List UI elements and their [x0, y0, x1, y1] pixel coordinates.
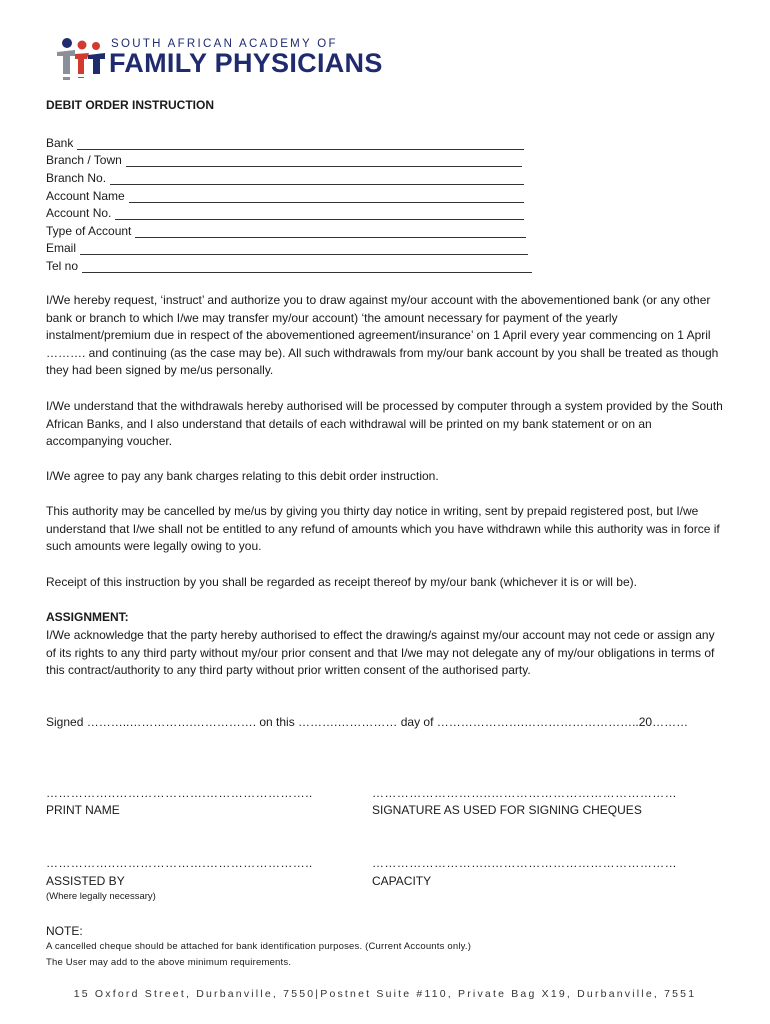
account-name-input-line[interactable]: [129, 191, 524, 203]
email-field[interactable]: [46, 239, 528, 255]
signature-line[interactable]: ………………………..………………………………………: [372, 786, 678, 800]
signed-date-line[interactable]: Signed ………..…………….……………. on this ……….…………… day of ………………….………………………..20………: [46, 715, 689, 729]
logo-org-line1: SOUTH AFRICAN ACADEMY OF: [111, 38, 338, 50]
branch-town-field[interactable]: [46, 151, 522, 167]
authorization-paragraph: I/We hereby request, ‘instruct’ and authorize you to draw against my/our account with the abovementioned bank (or any other bank or branch to which I/we may transfer my/our account) ‘the amount necessary for payment of the yearly instalment/premium due in respect of the abovementioned agreement/insurance’ on 1 April every year commencing on 1 April ………. and continuing (as the case may be). All such withdrawals from my/our bank account by you shall be treated as though they had been signed by me/us personally.: [46, 293, 719, 378]
assisted-by-line[interactable]: ……………..………………….……………………..: [46, 856, 313, 870]
note-line-2: The User may add to the above minimum requirements.: [46, 957, 292, 968]
note-line-1: A cancelled cheque should be attached for bank identification purposes. (Current Accounts only.): [46, 941, 472, 952]
account-no-input-line[interactable]: [115, 208, 524, 220]
assisted-by-note: (Where legally necessary): [46, 891, 156, 902]
account-name-field[interactable]: [46, 187, 524, 203]
receipt-paragraph: Receipt of this instruction by you shall be regarded as receipt thereof by my/our bank (whichever it is or will be).: [46, 575, 637, 589]
branch-town-label: Branch / Town: [46, 153, 122, 167]
assignment-heading: ASSIGNMENT:: [46, 610, 129, 624]
processing-paragraph: I/We understand that the withdrawals hereby authorised will be processed by computer through a system provided by the South African Banks, and I also understand that details of each withdrawal will be printed on my bank statement or on an accompanying voucher.: [46, 399, 723, 449]
note-heading: NOTE:: [46, 924, 83, 938]
email-label: Email: [46, 241, 77, 255]
signature-label: SIGNATURE AS USED FOR SIGNING CHEQUES: [372, 803, 642, 817]
account-no-field[interactable]: [46, 204, 524, 220]
account-type-field[interactable]: [46, 222, 526, 238]
assisted-by-label: ASSISTED BY: [46, 874, 125, 888]
tel-no-field[interactable]: [46, 257, 532, 273]
print-name-line[interactable]: ……………..………………….……………………..: [46, 786, 313, 800]
academy-logo: [55, 34, 435, 84]
bank-field[interactable]: [46, 134, 524, 150]
capacity-line[interactable]: ………………………..………………………………………: [372, 856, 678, 870]
email-input-line[interactable]: [80, 243, 528, 255]
account-no-label: Account No.: [46, 206, 112, 220]
branch-no-field[interactable]: [46, 169, 524, 185]
tel-no-label: Tel no: [46, 259, 79, 273]
branch-town-input-line[interactable]: [126, 155, 522, 167]
branch-no-label: Branch No.: [46, 171, 107, 185]
bank-input-line[interactable]: [77, 138, 524, 150]
print-name-label: PRINT NAME: [46, 803, 120, 817]
assignment-paragraph: I/We acknowledge that the party hereby authorised to effect the drawing/s against my/our account may not cede or assign any of its rights to any third party without my/our prior consent and that I/we may not delegate any of my/our obligations in terms of this contract/authority to any third party without prior written consent of the authorised party.: [46, 628, 715, 678]
bank-label: Bank: [46, 136, 74, 150]
account-type-label: Type of Account: [46, 224, 132, 238]
footer-address: 15 Oxford Street, Durbanville, 7550|Postnet Suite #110, Private Bag X19, Durbanville, 7551: [73, 988, 697, 1000]
tel-no-input-line[interactable]: [82, 261, 532, 273]
logo-org-line2: FAMILY PHYSICIANS: [109, 48, 383, 78]
capacity-label: CAPACITY: [372, 874, 432, 888]
family-figures-icon: [55, 36, 109, 82]
account-name-label: Account Name: [46, 189, 125, 203]
form-title: DEBIT ORDER INSTRUCTION: [46, 98, 214, 112]
branch-no-input-line[interactable]: [110, 173, 524, 185]
bank-charges-paragraph: I/We agree to pay any bank charges relating to this debit order instruction.: [46, 469, 439, 483]
account-type-input-line[interactable]: [135, 226, 526, 238]
cancellation-paragraph: This authority may be cancelled by me/us by giving you thirty day notice in writing, sent by prepaid registered post, but I/we understand that I/we shall not be entitled to any refund of amounts which you have withdrawn while this authority was in force if such amounts were legally owing to you.: [46, 504, 720, 554]
